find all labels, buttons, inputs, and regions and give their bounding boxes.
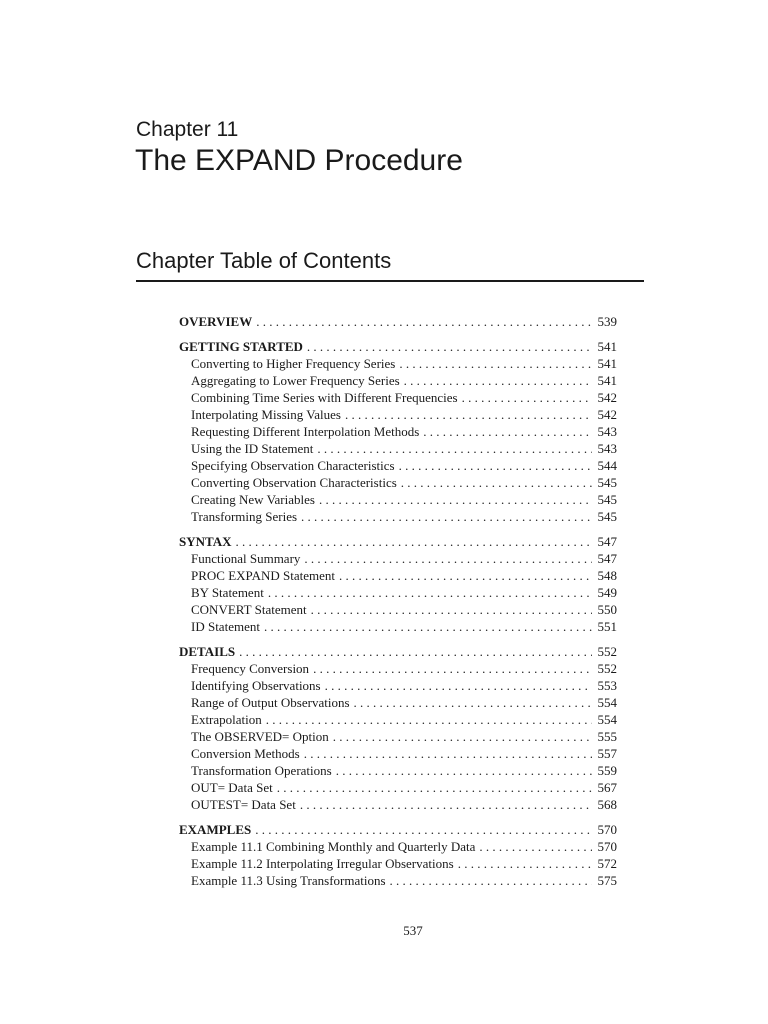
toc-entry-title: Using the ID Statement <box>191 441 314 456</box>
toc-entry-subsection[interactable] <box>179 584 617 601</box>
toc-entry-page: 539 <box>597 314 617 329</box>
toc-entry-title: PROC EXPAND Statement <box>191 568 335 583</box>
toc-section <box>179 313 617 330</box>
toc-entry-subsection[interactable] <box>179 440 617 457</box>
toc-entry-page: 555 <box>597 729 617 744</box>
toc-entry-title: Transformation Operations <box>191 763 332 778</box>
toc-entry-title: OUT= Data Set <box>191 780 273 795</box>
toc-entry-page: 557 <box>597 746 617 761</box>
toc-leader-dots <box>354 694 592 711</box>
toc-section <box>179 533 617 635</box>
toc-entry-page: 559 <box>597 763 617 778</box>
toc-leader-dots <box>401 474 592 491</box>
toc-entry-page: 545 <box>597 509 617 524</box>
toc-leader-dots <box>264 618 592 635</box>
toc-entry-title: CONVERT Statement <box>191 602 307 617</box>
toc-entry-title: Creating New Variables <box>191 492 315 507</box>
toc-entry-title: Aggregating to Lower Frequency Series <box>191 373 400 388</box>
toc-leader-dots <box>339 567 592 584</box>
toc-entry-subsection[interactable] <box>179 618 617 635</box>
toc-entry-title: Example 11.3 Using Transformations <box>191 873 386 888</box>
toc-entry-page: 545 <box>597 475 617 490</box>
toc-entry-subsection[interactable] <box>179 796 617 813</box>
toc-entry-title: Example 11.2 Interpolating Irregular Observations <box>191 856 454 871</box>
toc-entry-page: 553 <box>597 678 617 693</box>
toc-leader-dots <box>390 872 592 889</box>
toc-leader-dots <box>345 406 592 423</box>
toc-entry-page: 541 <box>597 339 617 354</box>
toc-entry-section[interactable] <box>179 821 617 838</box>
toc-leader-dots <box>479 838 592 855</box>
toc-entry-subsection[interactable] <box>179 745 617 762</box>
toc-entry-page: 549 <box>597 585 617 600</box>
toc-heading: Chapter Table of Contents <box>136 248 392 273</box>
toc-divider <box>136 280 644 282</box>
toc-section <box>179 821 617 889</box>
toc-entry-subsection[interactable] <box>179 660 617 677</box>
toc-entry-title: Combining Time Series with Different Frequencies <box>191 390 458 405</box>
toc-entry-page: 567 <box>597 780 617 795</box>
toc-entry-subsection[interactable] <box>179 550 617 567</box>
toc-entry-page: 544 <box>597 458 617 473</box>
toc-entry-page: 541 <box>597 356 617 371</box>
toc-leader-dots <box>301 508 592 525</box>
toc-leader-dots <box>236 533 593 550</box>
toc-entry-title: Example 11.1 Combining Monthly and Quarterly Data <box>191 839 476 854</box>
toc-entry-page: 570 <box>597 822 617 837</box>
toc-entry-title: EXAMPLES <box>179 822 252 837</box>
chapter-title: The EXPAND Procedure <box>135 144 463 177</box>
toc-entry-subsection[interactable] <box>179 762 617 779</box>
toc-leader-dots <box>311 601 592 618</box>
toc-entry-page: 548 <box>597 568 617 583</box>
toc-entry-subsection[interactable] <box>179 677 617 694</box>
toc-entry-subsection[interactable] <box>179 491 617 508</box>
toc-leader-dots <box>304 745 592 762</box>
toc-entry-page: 554 <box>597 712 617 727</box>
toc-leader-dots <box>423 423 592 440</box>
toc-entry-section[interactable] <box>179 643 617 660</box>
toc-entry-title: OVERVIEW <box>179 314 253 329</box>
toc-entry-title: The OBSERVED= Option <box>191 729 329 744</box>
toc-leader-dots <box>266 711 592 728</box>
toc-entry-subsection[interactable] <box>179 406 617 423</box>
toc-entry-subsection[interactable] <box>179 389 617 406</box>
toc-section <box>179 643 617 813</box>
toc-entry-title: BY Statement <box>191 585 264 600</box>
toc-entry-title: Converting to Higher Frequency Series <box>191 356 396 371</box>
toc-entry-section[interactable] <box>179 313 617 330</box>
toc-entry-page: 542 <box>597 407 617 422</box>
toc-leader-dots <box>319 491 592 508</box>
toc-entry-page: 547 <box>597 551 617 566</box>
toc-entry-title: Identifying Observations <box>191 678 321 693</box>
toc-entry-section[interactable] <box>179 338 617 355</box>
toc-entry-page: 547 <box>597 534 617 549</box>
toc-entry-title: Range of Output Observations <box>191 695 350 710</box>
toc-entry-section[interactable] <box>179 533 617 550</box>
toc-entry-subsection[interactable] <box>179 728 617 745</box>
toc-entry-title: ID Statement <box>191 619 260 634</box>
toc-entry-page: 568 <box>597 797 617 812</box>
toc-leader-dots <box>458 855 592 872</box>
toc-entry-subsection[interactable] <box>179 567 617 584</box>
toc-leader-dots <box>239 643 592 660</box>
toc-entry-page: 543 <box>597 424 617 439</box>
toc-leader-dots <box>336 762 592 779</box>
toc-leader-dots <box>277 779 592 796</box>
toc-entry-title: Specifying Observation Characteristics <box>191 458 395 473</box>
table-of-contents <box>179 313 617 897</box>
toc-entry-title: Interpolating Missing Values <box>191 407 341 422</box>
toc-leader-dots <box>300 796 592 813</box>
toc-leader-dots <box>462 389 592 406</box>
toc-leader-dots <box>268 584 592 601</box>
toc-entry-title: Converting Observation Characteristics <box>191 475 397 490</box>
toc-entry-page: 552 <box>597 644 617 659</box>
toc-leader-dots <box>313 660 592 677</box>
toc-entry-title: Transforming Series <box>191 509 298 524</box>
toc-entry-page: 572 <box>597 856 617 871</box>
toc-entry-title: SYNTAX <box>179 534 232 549</box>
toc-entry-subsection[interactable] <box>179 779 617 796</box>
toc-section <box>179 338 617 525</box>
toc-entry-subsection[interactable] <box>179 855 617 872</box>
toc-entry-page: 543 <box>597 441 617 456</box>
toc-entry-page: 575 <box>597 873 617 888</box>
toc-leader-dots <box>317 440 592 457</box>
toc-leader-dots <box>307 338 592 355</box>
toc-entry-subsection[interactable] <box>179 711 617 728</box>
toc-entry-page: 541 <box>597 373 617 388</box>
toc-entry-page: 550 <box>597 602 617 617</box>
toc-entry-subsection[interactable] <box>179 838 617 855</box>
toc-entry-subsection[interactable] <box>179 601 617 618</box>
toc-entry-subsection[interactable] <box>179 423 617 440</box>
toc-entry-title: OUTEST= Data Set <box>191 797 296 812</box>
toc-entry-page: 554 <box>597 695 617 710</box>
toc-leader-dots <box>333 728 592 745</box>
toc-entry-page: 552 <box>597 661 617 676</box>
toc-leader-dots <box>399 355 592 372</box>
chapter-label: Chapter 11 <box>136 118 239 141</box>
toc-entry-title: Frequency Conversion <box>191 661 310 676</box>
toc-leader-dots <box>404 372 592 389</box>
toc-entry-page: 551 <box>597 619 617 634</box>
toc-entry-subsection[interactable] <box>179 508 617 525</box>
toc-leader-dots <box>304 550 592 567</box>
toc-entry-subsection[interactable] <box>179 372 617 389</box>
toc-entry-page: 570 <box>597 839 617 854</box>
toc-entry-subsection[interactable] <box>179 457 617 474</box>
toc-leader-dots <box>325 677 592 694</box>
toc-leader-dots <box>256 313 592 330</box>
toc-leader-dots <box>255 821 592 838</box>
toc-entry-title: Extrapolation <box>191 712 262 727</box>
toc-leader-dots <box>399 457 592 474</box>
toc-entry-subsection[interactable] <box>179 872 617 889</box>
toc-entry-title: GETTING STARTED <box>179 339 303 354</box>
toc-entry-page: 545 <box>597 492 617 507</box>
toc-entry-title: Functional Summary <box>191 551 301 566</box>
toc-entry-title: Requesting Different Interpolation Methods <box>191 424 420 439</box>
toc-entry-title: Conversion Methods <box>191 746 300 761</box>
toc-entry-page: 542 <box>597 390 617 405</box>
toc-entry-subsection[interactable] <box>179 355 617 372</box>
toc-entry-subsection[interactable] <box>179 474 617 491</box>
page-number: 537 <box>403 923 423 938</box>
toc-entry-subsection[interactable] <box>179 694 617 711</box>
toc-entry-title: DETAILS <box>179 644 236 659</box>
